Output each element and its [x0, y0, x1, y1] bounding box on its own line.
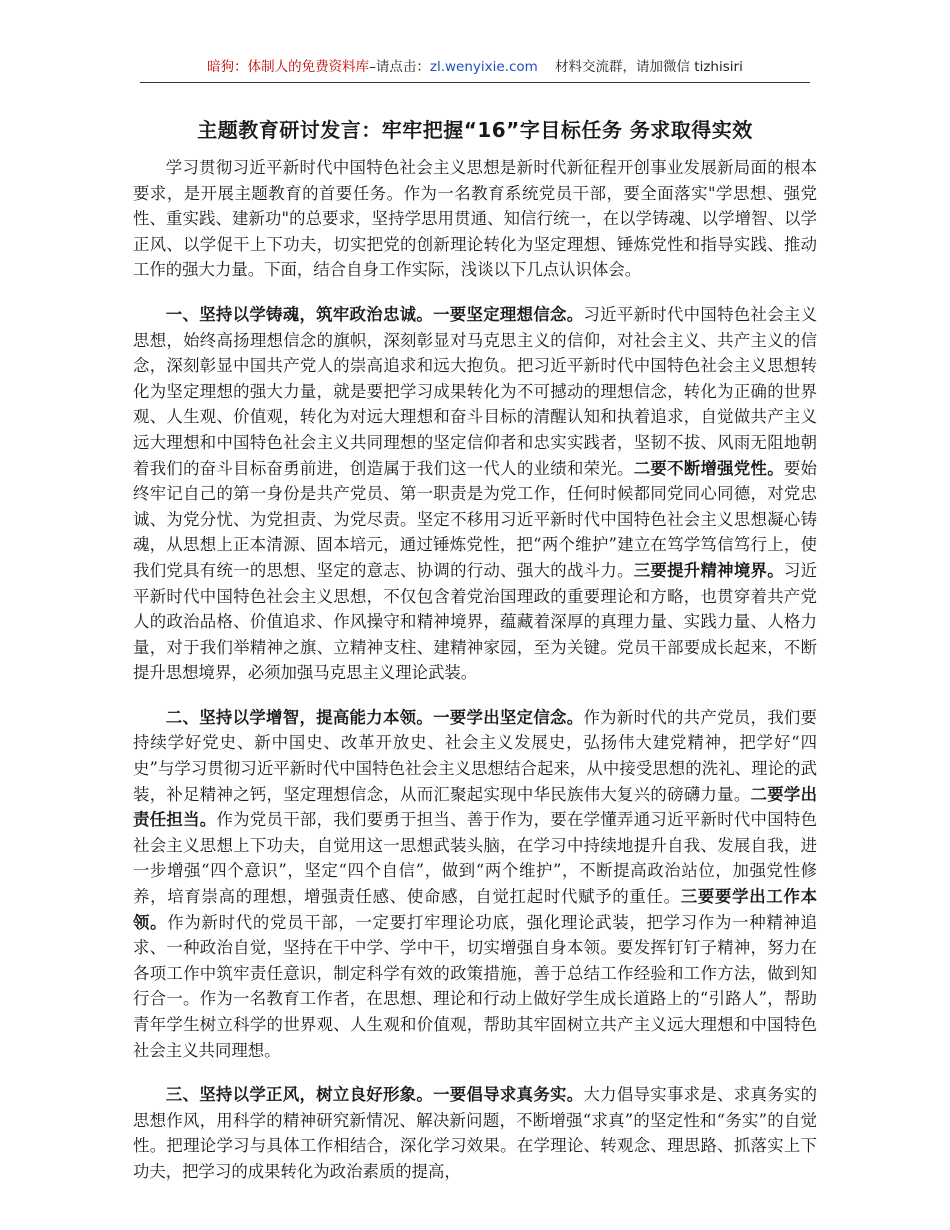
- section-3-paragraph: [133, 1082, 817, 1184]
- section-1-sub1: 一要坚定理想信念。: [433, 304, 584, 324]
- document-body: [133, 155, 817, 1204]
- section-2-sub1: 一要学出坚定信念。: [433, 707, 584, 727]
- section-3-sub1: 一要倡导求真务实。: [433, 1085, 584, 1105]
- section-2-sub3: 三要要学出工作本领。: [133, 887, 817, 932]
- section-2-paragraph: [133, 705, 817, 1063]
- header-link[interactable]: zl.wenyixie.com: [429, 59, 538, 75]
- section-2-sub2: 二要学出责任担当。: [133, 784, 818, 830]
- section-1-text1: 习近平新时代中国特色社会主义思想，始终高扬理想信念的旗帜，深刻彰显对马克思主义的信仰，对社会主义、共产主义的信念，深刻彰显中国共产党人的崇高追求和远大抱负。把习近平新时代中国特色社会主义思想转化为坚定理想的强大力量，就是要把学习成果转化为不可撼动的理想信念，转化为正确的世界观、人生观、价值观，转化为对远大理想和奋斗目标的清醒认知和执着追求，自觉做共产主义远大理想和中国特色社会主义共同理想的坚定信仰者和忠实实践者，坚韧不拔、风雨无阻地朝着我们的奋斗目标奋勇前进，创造属于我们这一代人的业绩和荣光。: [133, 304, 818, 478]
- section-2-text3: 作为新时代的党员干部，一定要打牢理论功底，强化理论武装，把学习作为一种精神追求、一种政治自觉，坚持在干中学、学中干，切实增强自身本领。要发挥钉钉子精神，努力在各项工作中筑牢责任意识，制定科学有效的政策措施，善于总结工作经验和工作方法，做到知行合一。作为一名教育工作者，在思想、理论和行动上做好学生成长道路上的“引路人”，帮助青年学生树立科学的世界观、人生观和价值观，帮助其牢固树立共产主义远大理想和中国特色社会主义共同理想。: [133, 912, 818, 1060]
- section-1-sub2: 二要不断增强党性。: [633, 458, 784, 478]
- intro-paragraph: 学习贯彻习近平新时代中国特色社会主义思想是新时代新征程开创事业发展新局面的根本要求，是开展主题教育的首要任务。作为一名教育系统党员干部，要全面落实"学思想、强党性、重实践、建新功"的总要求，坚持学思用贯通、知信行统一，在以学铸魂、以学增智、以学正风、以学促干上下功夫，切实把党的创新理论转化为坚定理想、锤炼党性和指导实践、推动工作的强大力量。下面，结合自身工作实际，浅谈以下几点认识体会。: [133, 158, 817, 280]
- section-1-sub3: 三要提升精神境界。: [633, 560, 784, 580]
- section-1-heading: 一、坚持以学铸魂，筑牢政治忠诚。: [165, 304, 434, 324]
- header-prompt: –请点击：: [369, 59, 430, 75]
- header-brand: 暗狗：体制人的免费资料库: [207, 59, 370, 75]
- section-2-heading: 二、坚持以学增智，提高能力本领。: [165, 707, 434, 727]
- document-title: 主题教育研讨发言：牢牢把握“16”字目标任务 务求取得实效: [197, 118, 753, 142]
- section-2-text1: 作为新时代的共产党员，我们要持续学好党史、新中国史、改革开放史、社会主义发展史，弘扬伟大建党精神，把学好“四史”与学习贯彻习近平新时代中国特色社会主义思想结合起来，从中接受思想的洗礼、理论的武装，补足精神之钙，坚定理想信念，从而汇聚起实现中华民族伟大复兴的磅礴力量。: [133, 707, 818, 804]
- section-3-heading: 三、坚持以学正风，树立良好形象。: [165, 1085, 434, 1105]
- page-header: [140, 56, 810, 83]
- section-3-text1: 大力倡导实事求是、求真务实的思想作风，用科学的精神研究新情况、解决新问题，不断增强“求真”的坚定性和“务实”的自觉性。把理论学习与具体工作相结合，深化学习效果。在学理论、转观念、理思路、抓落实上下功夫，把学习的成果转化为政治素质的提高，: [133, 1085, 818, 1181]
- section-1-text2: 要始终牢记自己的第一身份是共产党员、第一职责是为党工作，任何时候都同党同心同德，对党忠诚、为党分忧、为党担责、为党尽责。坚定不移用习近平新时代中国特色社会主义思想凝心铸魂，从思想上正本清源、固本培元，通过锤炼党性，把“两个维护”建立在笃学笃信笃行上，使我们党具有统一的思想、坚定的意志、协调的行动、强大的战斗力。: [133, 458, 818, 580]
- section-1-paragraph: [133, 302, 817, 686]
- section-1-text3: 习近平新时代中国特色社会主义思想，不仅包含着党治国理政的重要理论和方略，也贯穿着共产党人的政治品格、价值追求、作风操守和精神境界，蕴藏着深厚的真理力量、实践力量、人格力量，对于我们举精神之旗、立精神支柱、建精神家园，至为关键。党员干部要成长起来，不断提升思想境界，必须加强马克思主义理论武装。: [133, 560, 818, 683]
- section-2-text2: 作为党员干部，我们要勇于担当、善于作为，要在学懂弄通习近平新时代中国特色社会主义思想上下功夫，自觉用这一思想武装头脑，在学习中持续地提升自我、发展自我，进一步增强“四个意识”，坚定“四个自信”，做到“两个维护”，不断提高政治站位，加强党性修养，培育崇高的理想，增强责任感、使命感，自觉扛起时代赋予的重任。: [133, 810, 817, 907]
- header-contact: 材料交流群，请加微信 tizhisiri: [555, 59, 743, 75]
